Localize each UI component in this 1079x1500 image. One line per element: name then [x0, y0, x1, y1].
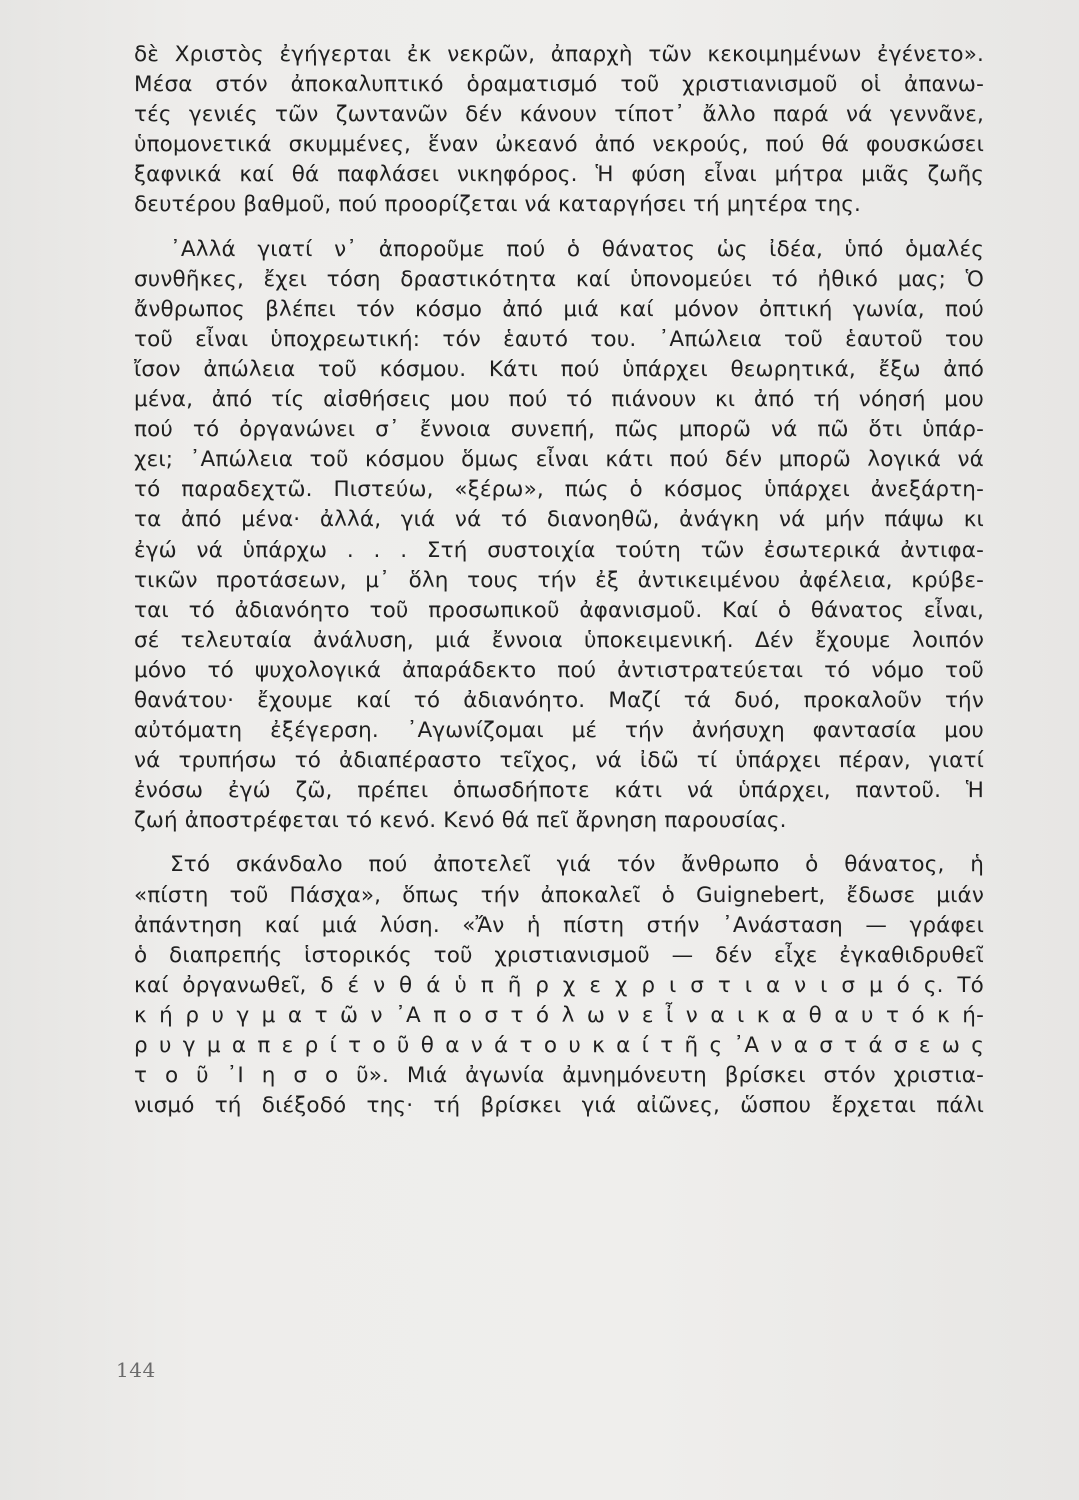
text-line: συνθῆκες, ἔχει τόση δραστικότητα καί ὑπονομεύει τό ἠθικό μας; Ὁ: [134, 266, 984, 292]
paragraph-1: [134, 40, 984, 221]
text-line: ᾿Αλλά γιατί ν᾽ ἀποροῦμε πού ὁ θάνατος ὡς ἰδέα, ὑπό ὁμαλές: [170, 236, 984, 262]
text-line: τοῦ εἶναι ὑποχρεωτική: τόν ἑαυτό του. ᾿Απώλεια τοῦ ἑαυτοῦ του: [134, 326, 984, 352]
text-line: Στό σκάνδαλο πού ἀποτελεῖ γιά τόν ἄνθρωπο ὁ θάνατος, ἡ: [170, 852, 984, 878]
text-line: Μέσα στόν ἀποκαλυπτικό ὁραματισμό τοῦ χριστιανισμοῦ οἱ ἀπανω-: [134, 72, 984, 98]
text-line: δὲ Χριστὸς ἐγήγερται ἐκ νεκρῶν, ἀπαρχὴ τῶν κεκοιμημένων ἐγένετο».: [134, 42, 984, 67]
text-line: μόνο τό ψυχολογικά ἀπαράδεκτο πού ἀντιστρατεύεται τό νόμο τοῦ: [134, 657, 984, 683]
text-line: νισμό τή διέξοδό της· τή βρίσκει γιά αἰῶνες, ὥσπου ἔρχεται πάλι: [134, 1093, 984, 1119]
text-line: ται τό ἀδιανόητο τοῦ προσωπικοῦ ἀφανισμοῦ. Καί ὁ θάνατος εἶναι,: [134, 597, 984, 623]
body-text: [134, 40, 984, 1121]
text-line: νά τρυπήσω τό ἀδιαπέραστο τεῖχος, νά ἰδῶ τί ὑπάρχει πέραν, γιατί: [134, 748, 984, 774]
text-line: ἄνθρωπος βλέπει τόν κόσμο ἀπό μιά καί μόνον ὀπτική γωνία, πού: [134, 296, 984, 322]
text-line: αὐτόματη ἐξέγερση. ᾿Αγωνίζομαι μέ τήν ἀνήσυχη φαντασία μου: [134, 718, 984, 744]
text-line: κ ή ρ υ γ μ α τ ῶ ν ᾿Α π ο σ τ ό λ ω ν ε ἶ ν α ι κ α θ α υ τ ό κ ή-: [134, 1002, 984, 1028]
text-line: τό παραδεχτῶ. Πιστεύω, «ξέρω», πώς ὁ κόσμος ὑπάρχει ἀνεξάρτη-: [134, 477, 984, 503]
text-line: καί ὀργανωθεῖ, δ έ ν θ ά ὑ π ῆ ρ χ ε χ ρ ι σ τ ι α ν ι σ μ ό ς. Τό: [134, 972, 984, 998]
text-line: δευτέρου βαθμοῦ, πού προορίζεται νά καταργήσει τή μητέρα της.: [134, 192, 862, 218]
text-line: τές γενιές τῶν ζωντανῶν δέν κάνουν τίποτ᾽ ἄλλο παρά νά γεννᾶνε,: [134, 102, 984, 128]
text-line: ὁ διαπρεπής ἱστορικός τοῦ χριστιανισμοῦ — δέν εἶχε ἐγκαθιδρυθεῖ: [134, 942, 984, 968]
text-line: ὑπομονετικά σκυμμένες, ἕναν ὠκεανό ἀπό νεκρούς, πού θά φουσκώσει: [134, 132, 984, 158]
text-line: τικῶν προτάσεων, μ᾽ ὅλη τους τήν ἐξ ἀντικειμένου ἀφέλεια, κρύβε-: [134, 567, 984, 593]
text-line: ζωή ἀποστρέφεται τό κενό. Κενό θά πεῖ ἄρνηση παρουσίας.: [134, 808, 787, 834]
paragraph-3: [134, 850, 984, 1121]
text-line: χει; ᾿Απώλεια τοῦ κόσμου ὅμως εἶναι κάτι πού δέν μπορῶ λογικά νά: [134, 447, 984, 473]
text-line: ἐνόσω ἐγώ ζῶ, πρέπει ὁπωσδήποτε κάτι νά ὑπάρχει, παντοῦ. Ἡ: [134, 778, 984, 804]
text-line: τα ἀπό μένα· ἀλλά, γιά νά τό διανοηθῶ, ἀνάγκη νά μήν πάψω κι: [134, 507, 984, 533]
page-number: 144: [116, 1358, 156, 1382]
text-line: «πίστη τοῦ Πάσχα», ὅπως τήν ἀποκαλεῖ ὁ Guignebert, ἔδωσε μιάν: [134, 882, 984, 908]
text-line: μένα, ἀπό τίς αἰσθήσεις μου πού τό πιάνουν κι ἀπό τή νόησή μου: [134, 387, 984, 413]
text-line: ἐγώ νά ὑπάρχω . . . Στή συστοιχία τούτη τῶν ἐσωτερικά ἀντιφα-: [134, 537, 984, 563]
text-line: τ ο ῦ ᾿Ι η σ ο ῦ». Μιά ἀγωνία ἀμνημόνευτη βρίσκει στόν χριστια-: [134, 1063, 984, 1089]
text-line: ἀπάντηση καί μιά λύση. «Ἄν ἡ πίστη στήν ᾿Ανάσταση — γράφει: [134, 912, 984, 938]
text-line: σέ τελευταία ἀνάλυση, μιά ἔννοια ὑποκειμενική. Δέν ἔχουμε λοιπόν: [134, 627, 984, 653]
paragraph-2: [134, 235, 984, 837]
text-line: πού τό ὀργανώνει σ᾽ ἔννοια συνεπή, πῶς μπορῶ νά πῶ ὅτι ὑπάρ-: [134, 417, 984, 443]
text-line: ἴσον ἀπώλεια τοῦ κόσμου. Κάτι πού ὑπάρχει θεωρητικά, ἔξω ἀπό: [134, 356, 984, 382]
text-line: ξαφνικά καί θά παφλάσει νικηφόρος. Ἡ φύση εἶναι μήτρα μιᾶς ζωῆς: [134, 162, 984, 188]
text-line: ρ υ γ μ α π ε ρ ί τ ο ῦ θ α ν ά τ ο υ κ α ί τ ῆ ς ᾿Α ν α σ τ ά σ ε ω ς: [134, 1033, 984, 1058]
text-line: θανάτου· ἔχουμε καί τό ἀδιανόητο. Μαζί τά δυό, προκαλοῦν τήν: [134, 687, 984, 713]
